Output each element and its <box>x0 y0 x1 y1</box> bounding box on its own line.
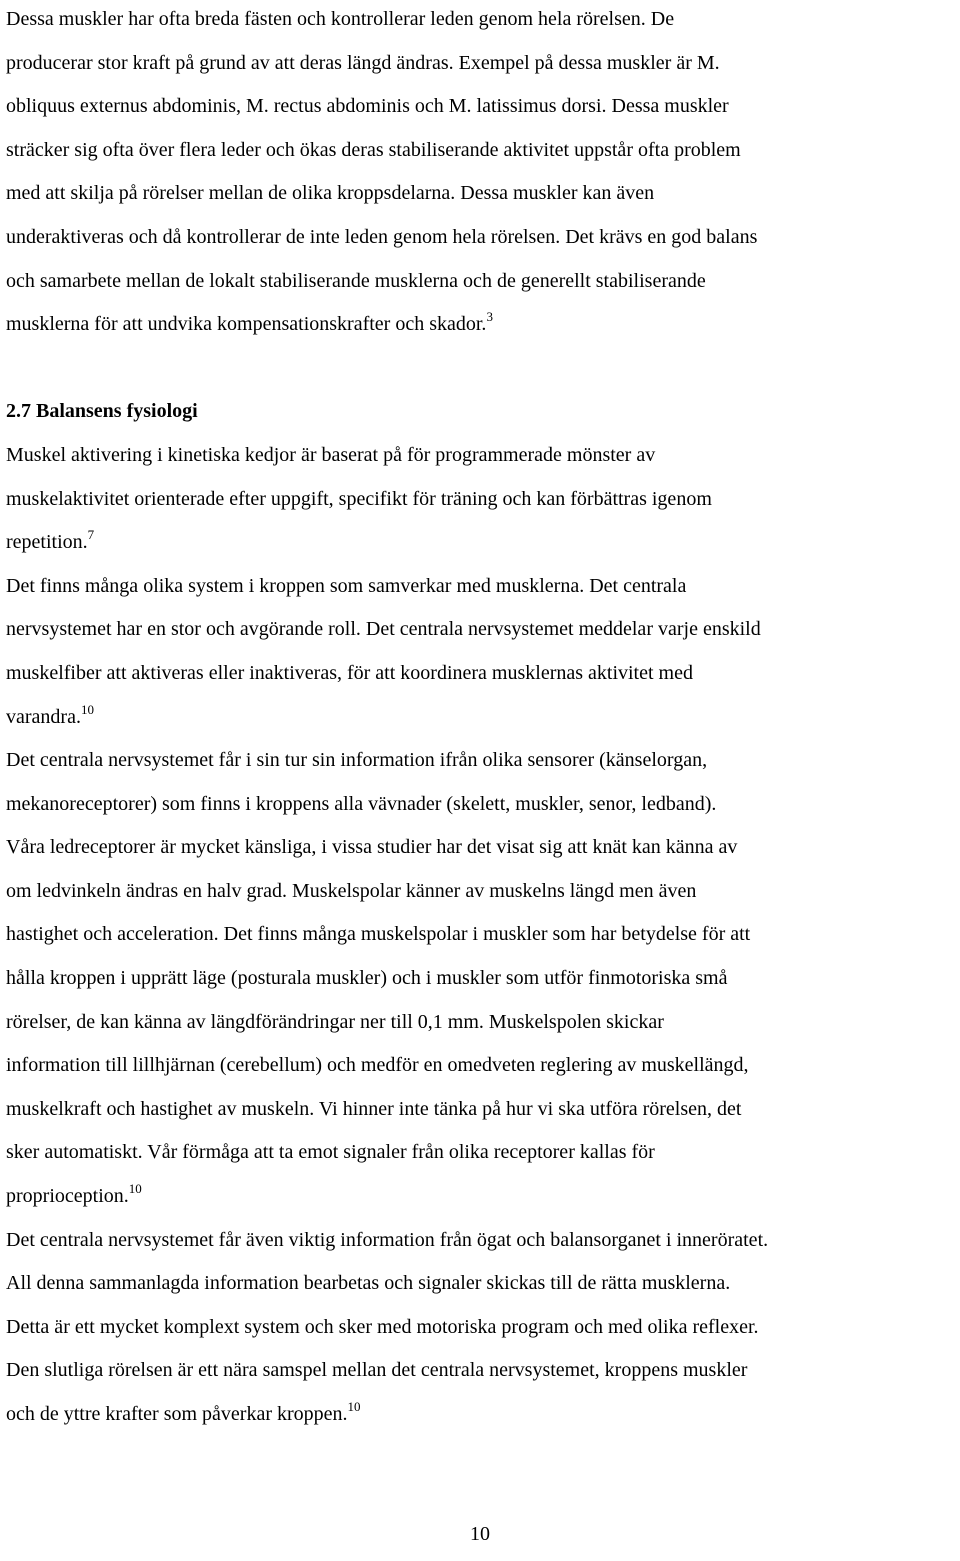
text-line: Det centrala nervsystemet får i sin tur sin information ifrån olika sensorer (känselorgan, <box>6 749 708 772</box>
text-line: hålla kroppen i upprätt läge (posturala muskler) och i muskler som utför finmotoriska små <box>6 967 728 990</box>
text-line: Dessa muskler har ofta breda fästen och kontrollerar leden genom hela rörelsen. De <box>6 8 675 30</box>
text-line: muskelaktivitet orienterade efter uppgift, specifikt för träning och kan förbättras igenom <box>6 487 712 510</box>
text-line <box>6 1175 956 1219</box>
text-line: obliquus externus abdominis, M. rectus abdominis och M. latissimus dorsi. Dessa muskler <box>6 95 729 118</box>
text-line: Detta är ett mycket komplext system och sker med motoriska program och med olika reflexer. <box>6 1315 759 1338</box>
text-line: rörelser, de kan känna av längdförändringar ner till 0,1 mm. Muskelspolen skickar <box>6 1010 664 1033</box>
text-line: hastighet och acceleration. Det finns många muskelspolar i muskler som har betydelse för att <box>6 923 751 946</box>
text-line: mekanoreceptorer) som finns i kroppens alla vävnader (skelett, muskler, senor, ledband). <box>6 792 717 815</box>
text-line: Våra ledreceptorer är mycket känsliga, i vissa studier har det visat sig att knät kan känna av <box>6 836 738 859</box>
text-line: om ledvinkeln ändras en halv grad. Muskelspolar känner av muskelns längd men även <box>6 879 697 902</box>
footnote-ref: 7 <box>87 527 95 543</box>
text-line: muskelkraft och hastighet av muskeln. Vi hinner inte tänka på hur vi ska utföra rörelsen, det <box>6 1097 742 1120</box>
text-line <box>6 696 956 740</box>
text-line: Muskel aktivering i kinetiska kedjor är baserat på för programmerade mönster av <box>6 443 656 466</box>
text-line: underaktiveras och då kontrollerar de inte leden genom hela rörelsen. Det krävs en god balans <box>6 225 758 248</box>
paragraph-muscles <box>6 0 956 347</box>
text-line: sker automatiskt. Vår förmåga att ta emot signaler från olika receptorer kallas för <box>6 1141 655 1164</box>
text-line-content: musklerna för att undvika kompensationskrafter och skador. <box>6 313 487 336</box>
paragraph-gap <box>6 347 956 391</box>
footnote-ref: 10 <box>80 701 94 717</box>
text-line: Det finns många olika system i kroppen som samverkar med musklerna. Det centrala <box>6 574 687 597</box>
paragraph-sensors <box>6 739 956 1219</box>
text-line: Den slutliga rörelsen är ett nära samspel mellan det centrala nervsystemet, kroppens muskler <box>6 1359 748 1382</box>
text-line-content: repetition. <box>6 531 88 554</box>
document-page <box>6 0 956 1437</box>
text-line: producerar stor kraft på grund av att deras längd ändras. Exempel på dessa muskler är M. <box>6 51 720 74</box>
text-line: och samarbete mellan de lokalt stabiliserande musklerna och de generellt stabiliserande <box>6 269 706 292</box>
text-line <box>6 1393 956 1437</box>
page-number: 10 <box>470 1523 490 1545</box>
paragraph-muscle-activation <box>6 434 956 565</box>
text-line: sträcker sig ofta över flera leder och ökas deras stabiliserande aktivitet uppstår ofta problem <box>6 138 741 161</box>
footnote-ref: 10 <box>347 1399 361 1414</box>
text-line-content: och de yttre krafter som påverkar kroppen. <box>6 1403 348 1425</box>
section-heading: 2.7 Balansens fysiologi <box>6 400 198 423</box>
text-line-content: proprioception. <box>6 1185 129 1208</box>
footnote-ref: 3 <box>486 309 493 325</box>
paragraph-nervous-system <box>6 565 956 739</box>
text-line: muskelfiber att aktiveras eller inaktiveras, för att koordinera musklernas aktivitet med <box>6 661 693 684</box>
footnote-ref: 10 <box>128 1181 142 1197</box>
text-line: All denna sammanlagda information bearbetas och signaler skickas till de rätta musklerna. <box>6 1272 731 1295</box>
text-line: Det centrala nervsystemet får även viktig information från ögat och balansorganet i inneröratet. <box>6 1228 769 1251</box>
text-line: med att skilja på rörelser mellan de olika kroppsdelarna. Dessa muskler kan även <box>6 182 655 205</box>
text-line: information till lillhjärnan (cerebellum) och medför en omedveten reglering av muskellängd, <box>6 1054 749 1077</box>
paragraph-balance-organ <box>6 1219 956 1437</box>
text-line: nervsystemet har en stor och avgörande roll. Det centrala nervsystemet meddelar varje enskild <box>6 618 761 641</box>
text-line-content: varandra. <box>6 705 81 728</box>
text-line <box>6 521 956 565</box>
text-line <box>6 303 956 347</box>
